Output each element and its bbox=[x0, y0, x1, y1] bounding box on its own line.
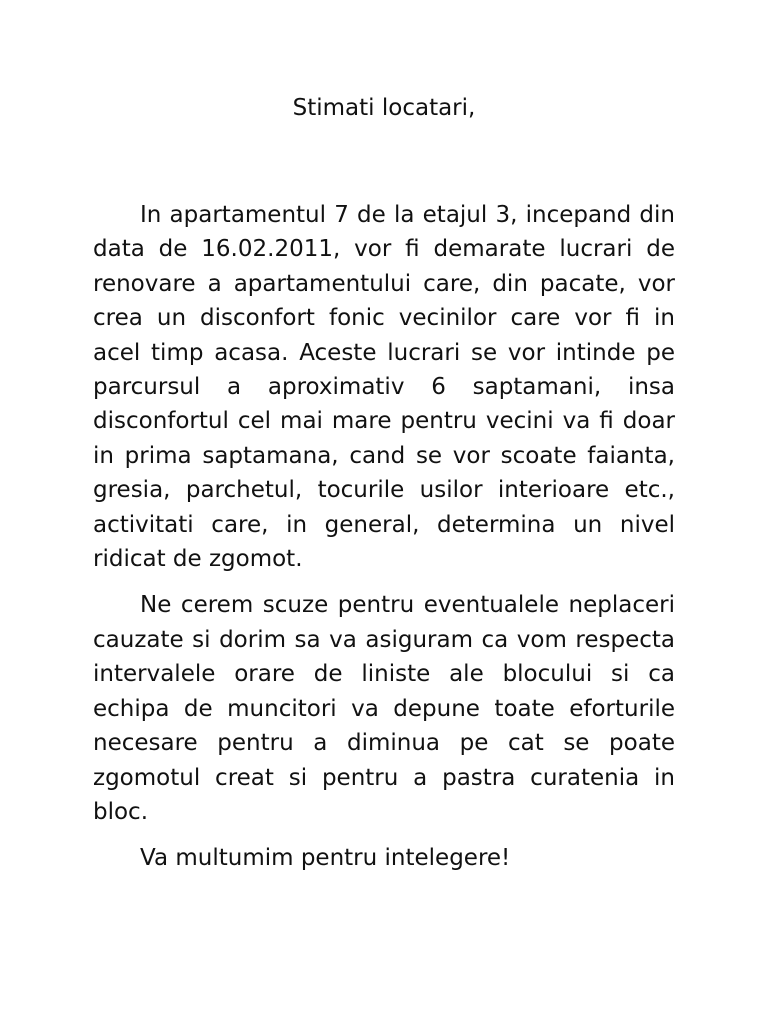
letter-page bbox=[93, 88, 675, 875]
paragraph-renovation-notice: In apartamentul 7 de la etajul 3, incepand din data de 16.02.2011, vor fi demarate lucrari de renovare a apartamentului care, din pacate, vor crea un disconfort fonic vecinilor care vor fi in acel timp acasa. Aceste lucrari se vor intinde pe parcursul a aproximativ 6 saptamani, insa disconfortul cel mai mare pentru vecini va fi doar in prima saptamana, cand se vor scoate faianta, gresia, parchetul, tocurile usilor interioare etc., activitati care, in general, determina un nivel ridicat de zgomot. bbox=[93, 202, 675, 573]
paragraph-apology: Ne cerem scuze pentru eventualele neplaceri cauzate si dorim sa va asiguram ca vom respecta intervalele orare de liniste ale blocului si ca echipa de muncitori va depune toate eforturile necesare pentru a diminua pe cat se poate zgomotul creat si pentru a pastra curatenia in bloc. bbox=[93, 592, 675, 825]
salutation: Stimati locatari, bbox=[292, 95, 476, 121]
closing-line: Va multumim pentru intelegere! bbox=[140, 845, 511, 872]
